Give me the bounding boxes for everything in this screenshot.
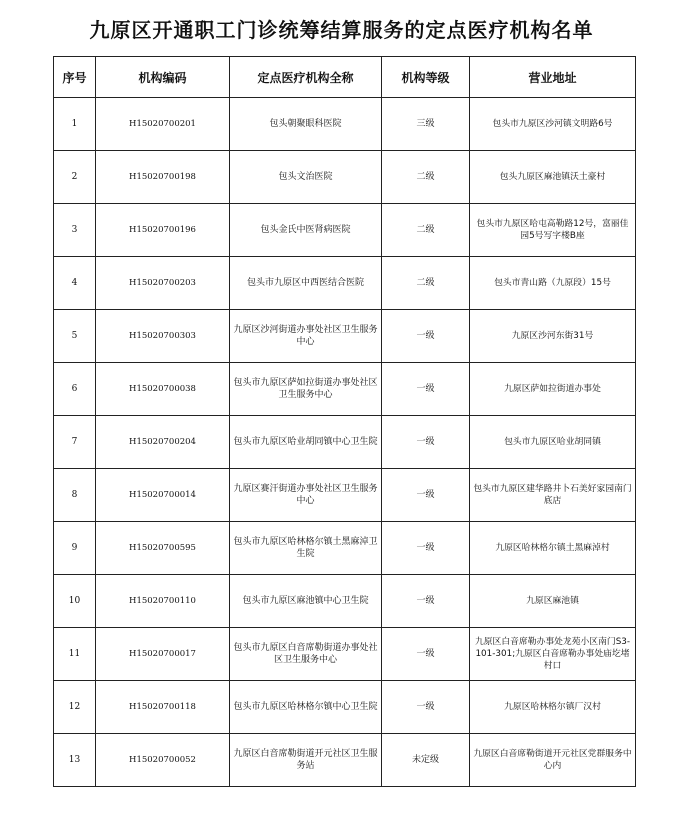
business-address: 包头市九原区建华路井卜石美好家园南门底店 <box>470 469 636 522</box>
institution-name: 包头金氏中医肾病医院 <box>230 204 382 257</box>
table-row <box>54 734 636 787</box>
institution-level: 一级 <box>382 575 470 628</box>
institution-code: H15020700038 <box>96 363 230 416</box>
table-row <box>54 575 636 628</box>
table-row <box>54 628 636 681</box>
institution-name: 包头市九原区萨如拉街道办事处社区卫生服务中心 <box>230 363 382 416</box>
row-number: 12 <box>54 681 96 734</box>
row-number: 6 <box>54 363 96 416</box>
institution-code: H15020700110 <box>96 575 230 628</box>
institution-name: 包头文治医院 <box>230 151 382 204</box>
institution-name: 包头市九原区中西医结合医院 <box>230 257 382 310</box>
institution-name: 包头朝聚眼科医院 <box>230 98 382 151</box>
institution-name: 包头市九原区白音席勒街道办事处社区卫生服务中心 <box>230 628 382 681</box>
institution-code: H15020700017 <box>96 628 230 681</box>
header-address: 营业地址 <box>470 57 636 98</box>
business-address: 包头市青山路（九原段）15号 <box>470 257 636 310</box>
table-row <box>54 257 636 310</box>
row-number: 8 <box>54 469 96 522</box>
table-row <box>54 681 636 734</box>
business-address: 包头市九原区哈屯高勒路12号，富丽佳园5号写字楼B座 <box>470 204 636 257</box>
institution-code: H15020700014 <box>96 469 230 522</box>
institution-level: 二级 <box>382 257 470 310</box>
institution-level: 三级 <box>382 98 470 151</box>
row-number: 1 <box>54 98 96 151</box>
business-address: 包头九原区麻池镇沃土豪村 <box>470 151 636 204</box>
institution-name: 九原区赛汗街道办事处社区卫生服务中心 <box>230 469 382 522</box>
row-number: 9 <box>54 522 96 575</box>
business-address: 九原区萨如拉街道办事处 <box>470 363 636 416</box>
institution-level: 一级 <box>382 681 470 734</box>
institution-level: 一级 <box>382 628 470 681</box>
institution-code: H15020700196 <box>96 204 230 257</box>
business-address: 九原区白音席勒街道开元社区党群服务中心内 <box>470 734 636 787</box>
institution-name: 包头市九原区哈林格尔镇中心卫生院 <box>230 681 382 734</box>
table-header-row <box>54 57 636 98</box>
business-address: 九原区沙河东街31号 <box>470 310 636 363</box>
institution-code: H15020700303 <box>96 310 230 363</box>
business-address: 包头市九原区沙河镇文明路6号 <box>470 98 636 151</box>
table-row <box>54 310 636 363</box>
table-row <box>54 98 636 151</box>
institution-code: H15020700203 <box>96 257 230 310</box>
business-address: 包头市九原区哈业胡同镇 <box>470 416 636 469</box>
row-number: 7 <box>54 416 96 469</box>
header-no: 序号 <box>54 57 96 98</box>
institution-code: H15020700595 <box>96 522 230 575</box>
header-code: 机构编码 <box>96 57 230 98</box>
row-number: 3 <box>54 204 96 257</box>
row-number: 5 <box>54 310 96 363</box>
institution-code: H15020700204 <box>96 416 230 469</box>
business-address: 九原区白音席勒办事处龙苑小区南门S3-101-301;九原区白音席勒办事处庙圪堵村口 <box>470 628 636 681</box>
row-number: 4 <box>54 257 96 310</box>
institution-code: H15020700118 <box>96 681 230 734</box>
row-number: 10 <box>54 575 96 628</box>
institution-level: 一级 <box>382 310 470 363</box>
row-number: 11 <box>54 628 96 681</box>
institution-code: H15020700201 <box>96 98 230 151</box>
header-name: 定点医疗机构全称 <box>230 57 382 98</box>
page-title: 九原区开通职工门诊统筹结算服务的定点医疗机构名单 <box>89 18 594 42</box>
institution-code: H15020700052 <box>96 734 230 787</box>
institution-name: 九原区白音席勒街道开元社区卫生服务站 <box>230 734 382 787</box>
business-address: 九原区哈林格尔镇土黑麻淖村 <box>470 522 636 575</box>
institution-name: 包头市九原区哈林格尔镇土黑麻淖卫生院 <box>230 522 382 575</box>
header-level: 机构等级 <box>382 57 470 98</box>
institution-code: H15020700198 <box>96 151 230 204</box>
institution-level: 一级 <box>382 363 470 416</box>
row-number: 2 <box>54 151 96 204</box>
row-number: 13 <box>54 734 96 787</box>
table-row <box>54 469 636 522</box>
institution-level: 二级 <box>382 204 470 257</box>
institution-level: 一级 <box>382 469 470 522</box>
institution-name: 包头市九原区麻池镇中心卫生院 <box>230 575 382 628</box>
table-row <box>54 151 636 204</box>
institution-level: 一级 <box>382 522 470 575</box>
table-row <box>54 363 636 416</box>
business-address: 九原区麻池镇 <box>470 575 636 628</box>
table-row <box>54 522 636 575</box>
institution-level: 未定级 <box>382 734 470 787</box>
table-row <box>54 416 636 469</box>
institution-table <box>53 56 636 787</box>
institution-level: 一级 <box>382 416 470 469</box>
institution-name: 包头市九原区哈业胡同镇中心卫生院 <box>230 416 382 469</box>
institution-level: 二级 <box>382 151 470 204</box>
table-row <box>54 204 636 257</box>
institution-name: 九原区沙河街道办事处社区卫生服务中心 <box>230 310 382 363</box>
business-address: 九原区哈林格尔镇厂汉村 <box>470 681 636 734</box>
